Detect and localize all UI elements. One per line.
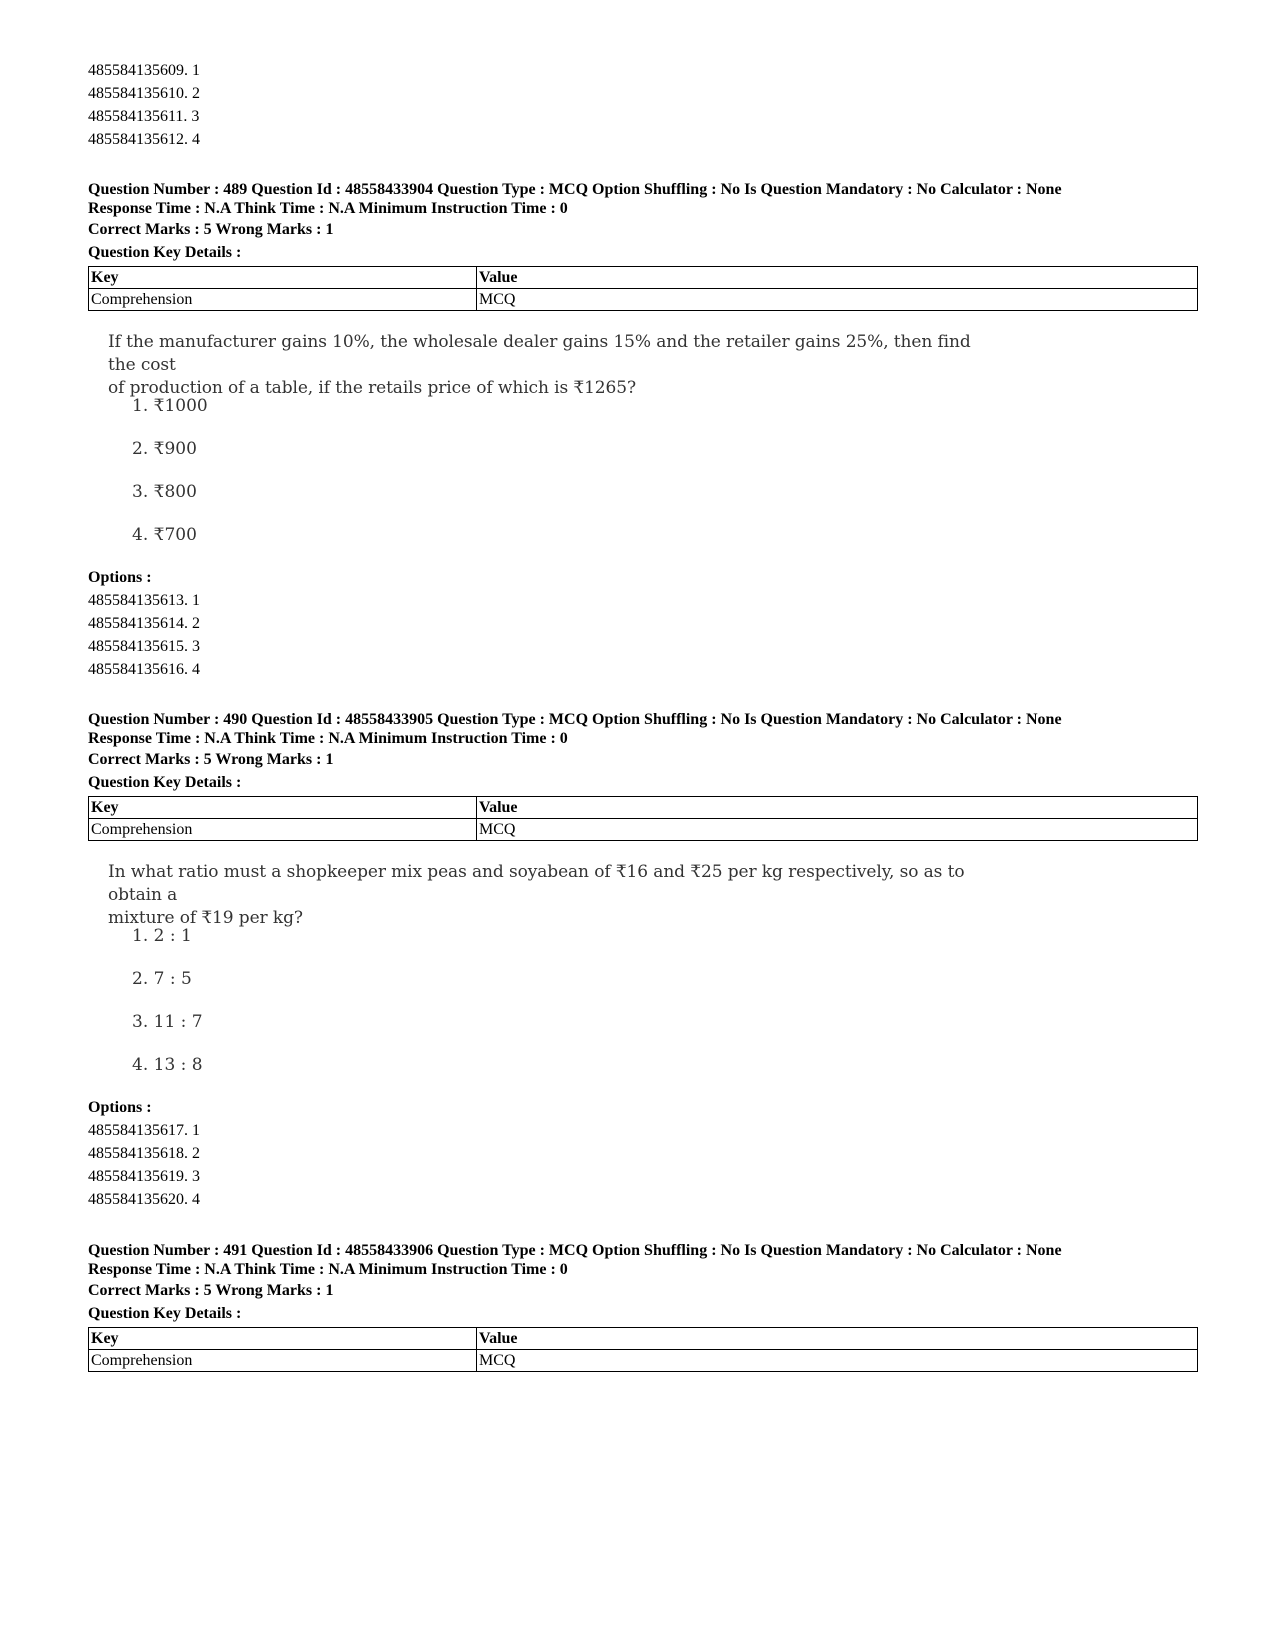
option-line: 485584135615. 3: [88, 638, 200, 655]
question-choice: 3. 11 : 7: [132, 1012, 203, 1032]
option-line: 485584135619. 3: [88, 1168, 200, 1185]
options-label: Options :: [88, 1099, 152, 1116]
question-block-491: [88, 1241, 1198, 1372]
table-row: [89, 289, 1198, 311]
question-key-details-label: Question Key Details :: [88, 1305, 242, 1322]
question-key-table: [88, 796, 1198, 841]
question-image-490: [108, 861, 988, 1075]
option-line: 485584135617. 1: [88, 1122, 200, 1139]
table-cell-key: Comprehension: [89, 289, 477, 311]
question-key-details-label: Question Key Details :: [88, 774, 242, 791]
table-row: [89, 819, 1198, 841]
question-key-table: [88, 1327, 1198, 1372]
table-header-value: Value: [477, 797, 1198, 819]
option-line: 485584135616. 4: [88, 661, 200, 678]
table-header-key: Key: [89, 1328, 477, 1350]
options-label: Options :: [88, 569, 152, 586]
question-choice: 1. ₹1000: [132, 396, 208, 416]
question-choice: 4. 13 : 8: [132, 1055, 203, 1075]
question-marks: Correct Marks : 5 Wrong Marks : 1: [88, 751, 334, 768]
table-header-key: Key: [89, 797, 477, 819]
question-header-timing: Response Time : N.A Think Time : N.A Minimum Instruction Time : 0: [88, 200, 568, 217]
option-line: 485584135620. 4: [88, 1191, 200, 1208]
question-stem-line: In what ratio must a shopkeeper mix peas and soyabean of ₹16 and ₹25 per kg respectively, so as to obtain a: [108, 862, 965, 905]
table-header-value: Value: [477, 1328, 1198, 1350]
option-line: 485584135613. 1: [88, 592, 200, 609]
option-line: 485584135610. 2: [88, 85, 200, 102]
question-header: Question Number : 489 Question Id : 48558433904 Question Type : MCQ Option Shuffling : No Is Question Mandatory : No Calculator : None: [88, 181, 1062, 198]
table-header-value: Value: [477, 267, 1198, 289]
question-stem-line: of production of a table, if the retails price of which is ₹1265?: [108, 378, 636, 398]
option-list-top: [88, 59, 200, 151]
question-header-timing: Response Time : N.A Think Time : N.A Minimum Instruction Time : 0: [88, 730, 568, 747]
question-key-table: [88, 266, 1198, 311]
option-list-490: [88, 1096, 200, 1211]
question-stem-line: If the manufacturer gains 10%, the wholesale dealer gains 15% and the retailer gains 25%, then find the cost: [108, 332, 971, 375]
question-choice: 4. ₹700: [132, 525, 197, 545]
question-header: Question Number : 490 Question Id : 48558433905 Question Type : MCQ Option Shuffling : No Is Question Mandatory : No Calculator : None: [88, 711, 1062, 728]
option-line: 485584135611. 3: [88, 108, 200, 125]
question-choice: 1. 2 : 1: [132, 926, 192, 946]
table-row: [89, 1350, 1198, 1372]
option-line: 485584135609. 1: [88, 62, 200, 79]
option-line: 485584135614. 2: [88, 615, 200, 632]
table-header-row: [89, 797, 1198, 819]
option-line: 485584135612. 4: [88, 131, 200, 148]
table-cell-key: Comprehension: [89, 819, 477, 841]
option-list-489: [88, 566, 200, 681]
question-header-timing: Response Time : N.A Think Time : N.A Minimum Instruction Time : 0: [88, 1261, 568, 1278]
table-cell-value: MCQ: [477, 1350, 1198, 1372]
question-header: Question Number : 491 Question Id : 48558433906 Question Type : MCQ Option Shuffling : No Is Question Mandatory : No Calculator : None: [88, 1242, 1062, 1259]
table-header-key: Key: [89, 267, 477, 289]
question-choice: 2. ₹900: [132, 439, 197, 459]
question-block-490: [88, 710, 1198, 841]
table-cell-value: MCQ: [477, 819, 1198, 841]
question-key-details-label: Question Key Details :: [88, 244, 242, 261]
question-stem-line: mixture of ₹19 per kg?: [108, 908, 303, 928]
question-image-489: [108, 331, 988, 545]
table-header-row: [89, 267, 1198, 289]
question-block-489: [88, 180, 1198, 311]
table-cell-value: MCQ: [477, 289, 1198, 311]
question-choice: 3. ₹800: [132, 482, 197, 502]
question-marks: Correct Marks : 5 Wrong Marks : 1: [88, 221, 334, 238]
table-header-row: [89, 1328, 1198, 1350]
option-line: 485584135618. 2: [88, 1145, 200, 1162]
question-marks: Correct Marks : 5 Wrong Marks : 1: [88, 1282, 334, 1299]
question-choice: 2. 7 : 5: [132, 969, 192, 989]
table-cell-key: Comprehension: [89, 1350, 477, 1372]
